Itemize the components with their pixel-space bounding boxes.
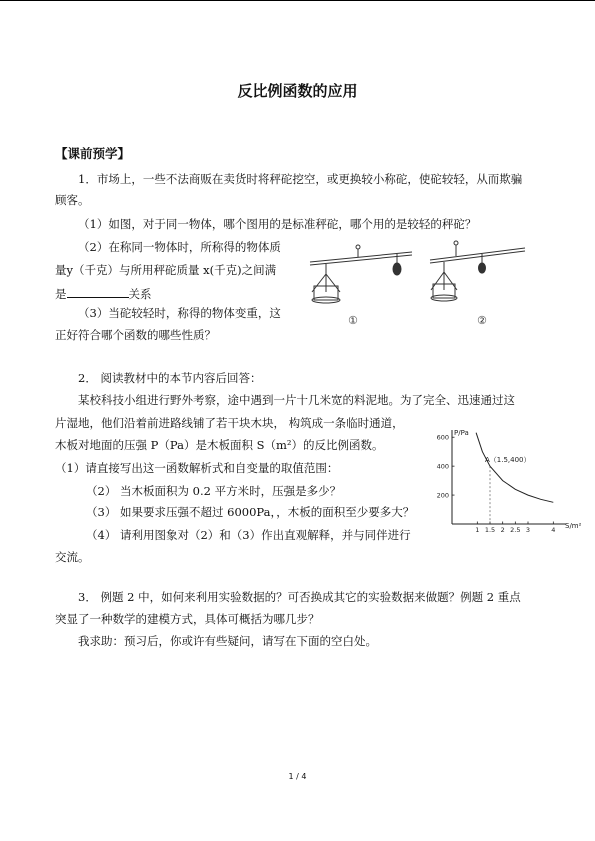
fig-label-2: ② [477, 314, 487, 327]
x-tick-label: 1.5 [484, 526, 496, 534]
q1-part1: （1）如图，对于同一物体，哪个图用的是标准秤砣，哪个用的是较轻的秤砣？ [78, 217, 477, 231]
q1-line2: 顾客。 [55, 193, 90, 207]
q2-item2: （2） 当木板面积为 0.2 平方米时，压强是多少？ [86, 484, 342, 498]
x-tick-label: 2 [500, 526, 505, 534]
q2-line1: 某校科技小组进行野外考察，途中遇到一片十几米宽的料泥地。为了完全、迅速通过这 [78, 393, 515, 407]
y-tick-label: 600 [436, 433, 449, 442]
y-axis-label: P/Pa [454, 429, 469, 437]
q2-heading: 2． 阅读教材中的本节内容后回答： [78, 371, 262, 385]
top-border [0, 0, 595, 1]
q1-line1: 1．市场上，一些不法商贩在卖货时将秤砣挖空，或更换较小称砣，使砣较轻，从而欺骗 [78, 172, 523, 186]
q2-item3: （3） 如果要求压强不超过 6000Pa，，木板的面积至少要多大？ [86, 505, 415, 519]
steelyard-figure [300, 236, 530, 332]
page-title: 反比例函数的应用 [237, 82, 358, 100]
x-tick-label: 1 [475, 526, 480, 534]
q2-item4-line1: （4） 请利用图象对（2）和（3）作出直观解释，并与同伴进行 [86, 528, 411, 542]
steelyard-2 [430, 241, 525, 327]
answer-blank[interactable] [67, 286, 129, 298]
q3-line3: 我求助：预习后，你或许有些疑问，请写在下面的空白处。 [78, 634, 377, 648]
y-tick-label: 200 [436, 491, 449, 500]
section-heading: 【课前预学】 [55, 146, 131, 161]
q2-item1: （1）请直接写出这一函数解析式和自变量的取值范围： [55, 461, 339, 475]
steelyard-1 [310, 245, 412, 327]
q1-part3-line1: （3）当砣较轻时，称得的物体变重，这 [78, 306, 281, 320]
x-tick-label: 4 [551, 526, 556, 534]
q2-item4-line2: 交流。 [55, 550, 90, 564]
q2-line3: 木板对地面的压强 P（Pa）是木板面积 S（m²）的反比例函数。 [55, 438, 384, 452]
page-number: 1 / 4 [288, 772, 307, 781]
q3-line2: 突显了一种数学的建模方式，具体可概括为哪几步？ [55, 612, 320, 626]
x-tick-label: 2.5 [510, 526, 521, 534]
y-tick-label: 400 [436, 462, 449, 471]
x-axis-label: S/m² [565, 522, 582, 530]
q1-part3-line2: 正好符合哪个函数的哪些性质？ [55, 328, 216, 342]
q1-part2-line3 [55, 286, 152, 301]
q3-line1: 3． 例题 2 中，如何来利用实验数据的？可否换成其它的实验数据来做题？例题 2 重点 [78, 590, 521, 604]
q1-part2-pre: 是 [55, 287, 67, 301]
inverse-curve [476, 433, 553, 503]
q2-line2: 片湿地，他们沿着前进路线铺了若干块木块， 构筑成一条临时通道， [55, 416, 404, 430]
q1-part2-line2: 量y（千克）与所用秤砣质量 x(千克)之间满 [55, 263, 277, 277]
q1-part2-post: 关系 [128, 287, 152, 301]
x-tick-label: 3 [525, 526, 531, 534]
q1-part2-line1: （2）在称同一物体时，所称得的物体质 [78, 240, 281, 254]
point-a-label: A（1.5,400） [485, 456, 531, 465]
fig-label-1: ① [348, 314, 358, 327]
pressure-area-chart [422, 424, 582, 536]
